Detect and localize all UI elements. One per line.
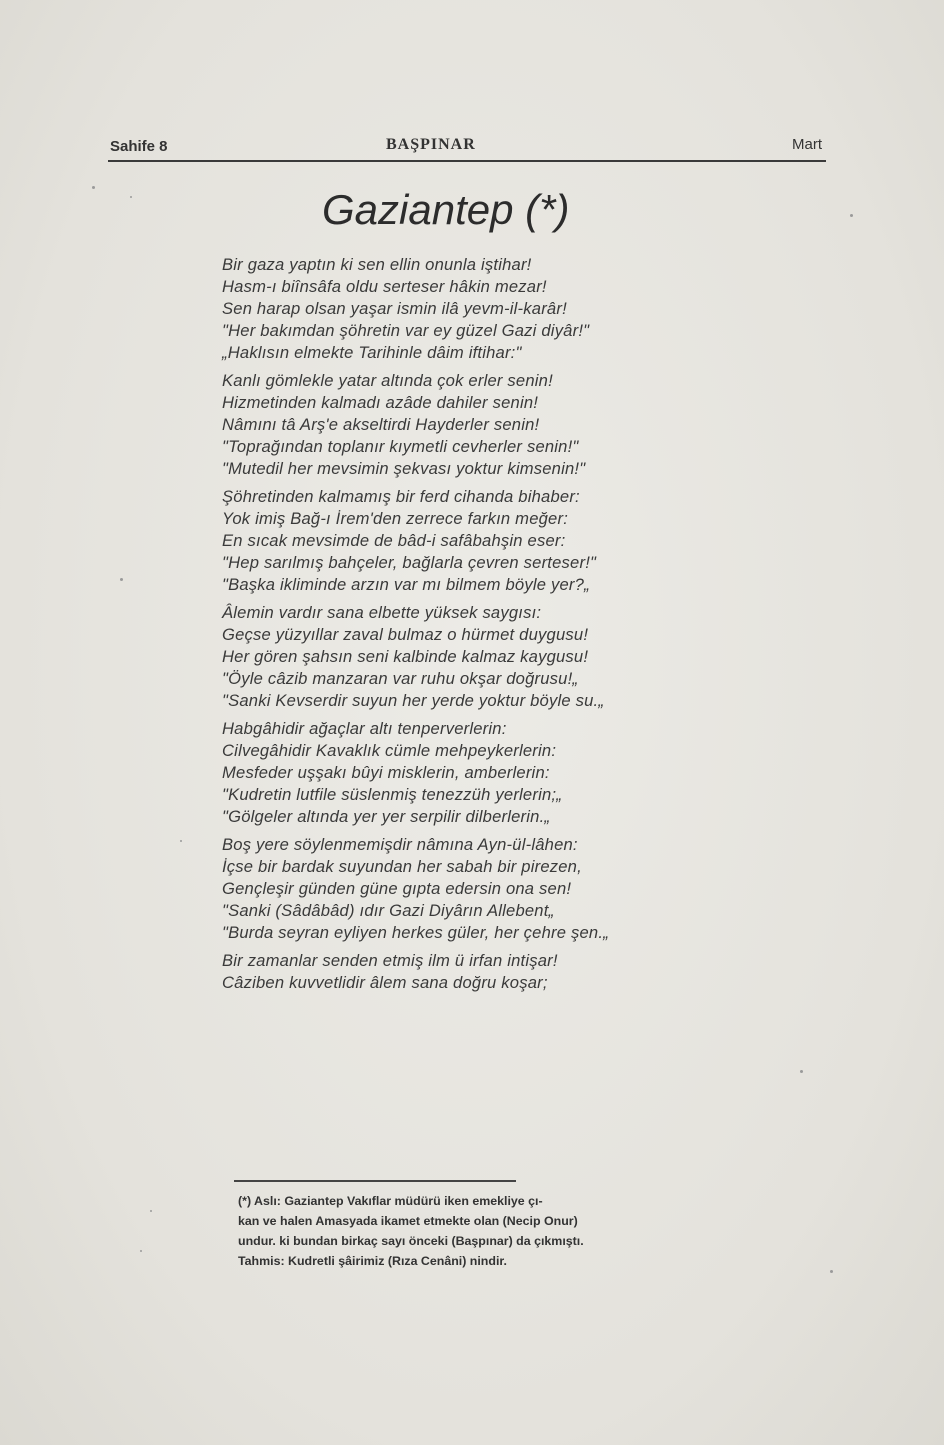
scan-speck <box>180 840 182 842</box>
poem-line: "Toprağından toplanır kıymetli cevherler senin!" <box>222 437 579 456</box>
poem-body <box>222 254 822 1000</box>
poem-line: "Öyle câzib manzaran var ruhu okşar doğrusu!„ <box>222 669 579 688</box>
stanza <box>222 602 822 712</box>
scan-speck <box>800 1070 803 1073</box>
poem-line: Gençleşir günden güne gıpta edersin ona sen! <box>222 879 572 898</box>
scan-speck <box>120 578 123 581</box>
page-number: Sahife 8 <box>110 138 168 155</box>
poem-line: "Kudretin lutfile süslenmiş tenezzüh yerlerin;„ <box>222 785 562 804</box>
poem-line: Bir gaza yaptın ki sen ellin onunla iştihar! <box>222 255 532 274</box>
stanza <box>222 486 822 596</box>
poem-line: Câziben kuvvetlidir âlem sana doğru koşar; <box>222 973 548 992</box>
footnote-line: (*) Aslı: Gaziantep Vakıflar müdürü iken emekliye çı- <box>238 1194 543 1208</box>
poem-line: Cilvegâhidir Kavaklık cümle mehpeykerlerin: <box>222 741 557 760</box>
poem-line: "Her bakımdan şöhretin var ey güzel Gazi diyâr!" <box>222 321 590 340</box>
poem-line: "Sanki (Sâdâbâd) ıdır Gazi Diyârın Allebent„ <box>222 901 555 920</box>
stanza <box>222 370 822 480</box>
poem-line: Bir zamanlar senden etmiş ilm ü irfan intişar! <box>222 951 558 970</box>
magazine-name: BAŞPINAR <box>386 136 476 153</box>
scan-speck <box>92 186 95 189</box>
poem-line: Boş yere söylenmemişdir nâmına Ayn-ül-lâhen: <box>222 835 578 854</box>
poem-line: Habgâhidir ağaçlar altı tenperverlerin: <box>222 719 507 738</box>
scan-speck <box>130 196 132 198</box>
footnote-line: kan ve halen Amasyada ikamet etmekte olan (Necip Onur) <box>238 1214 578 1228</box>
stanza <box>222 718 822 828</box>
poem-line: „Haklısın elmekte Tarihinle dâim iftihar:" <box>222 343 522 362</box>
poem-line: Her gören şahsın seni kalbinde kalmaz kaygusu! <box>222 647 589 666</box>
poem-line: Sen harap olsan yaşar ismin ilâ yevm-il-karâr! <box>222 299 567 318</box>
poem-line: İçse bir bardak suyundan her sabah bir pirezen, <box>222 857 582 876</box>
issue-month: Mart <box>792 136 822 153</box>
poem-line: Yok imiş Bağ-ı İrem'den zerrece farkın meğer: <box>222 509 569 528</box>
poem-line: Nâmını tâ Arş'e akseltirdi Hayderler senin! <box>222 415 540 434</box>
scan-speck <box>150 1210 152 1212</box>
poem-line: "Gölgeler altında yer yer serpilir dilberlerin.„ <box>222 807 551 826</box>
stanza <box>222 950 822 994</box>
scan-speck <box>850 214 853 217</box>
poem-line: Geçse yüzyıllar zaval bulmaz o hürmet duygusu! <box>222 625 589 644</box>
poem-line: "Sanki Kevserdir suyun her yerde yoktur böyle su.„ <box>222 691 605 710</box>
footnote-line: Tahmis: Kudretli şâirimiz (Rıza Cenâni) nindir. <box>238 1254 507 1268</box>
poem-line: "Burda seyran eyliyen herkes güler, her çehre şen.„ <box>222 923 609 942</box>
header-rule <box>108 160 826 162</box>
scan-speck <box>140 1250 142 1252</box>
footnote-rule <box>234 1180 516 1182</box>
poem-title: Gaziantep (*) <box>322 186 570 233</box>
poem-line: En sıcak mevsimde de bâd-i safâbahşin eser: <box>222 531 566 550</box>
poem-line: "Başka ikliminde arzın var mı bilmem böyle yer?„ <box>222 575 590 594</box>
page-header <box>110 134 822 160</box>
poem-line: "Mutedil her mevsimin şekvası yoktur kimsenin!" <box>222 459 586 478</box>
poem-line: "Hep sarılmış bahçeler, bağlarla çevren serteser!" <box>222 553 597 572</box>
poem-line: Kanlı gömlekle yatar altında çok erler senin! <box>222 371 553 390</box>
footnote <box>238 1191 798 1271</box>
stanza <box>222 834 822 944</box>
poem-line: Âlemin vardır sana elbette yüksek saygısı: <box>222 603 542 622</box>
poem-line: Hizmetinden kalmadı azâde dahiler senin! <box>222 393 539 412</box>
scan-speck <box>830 1270 833 1273</box>
poem-line: Şöhretinden kalmamış bir ferd cihanda bihaber: <box>222 487 580 506</box>
footnote-line: undur. ki bundan birkaç sayı önceki (Başpınar) da çıkmıştı. <box>238 1234 584 1248</box>
stanza <box>222 254 822 364</box>
poem-line: Mesfeder uşşakı bûyi misklerin, amberlerin: <box>222 763 550 782</box>
poem-line: Hasm-ı biînsâfa oldu serteser hâkin mezar! <box>222 277 547 296</box>
